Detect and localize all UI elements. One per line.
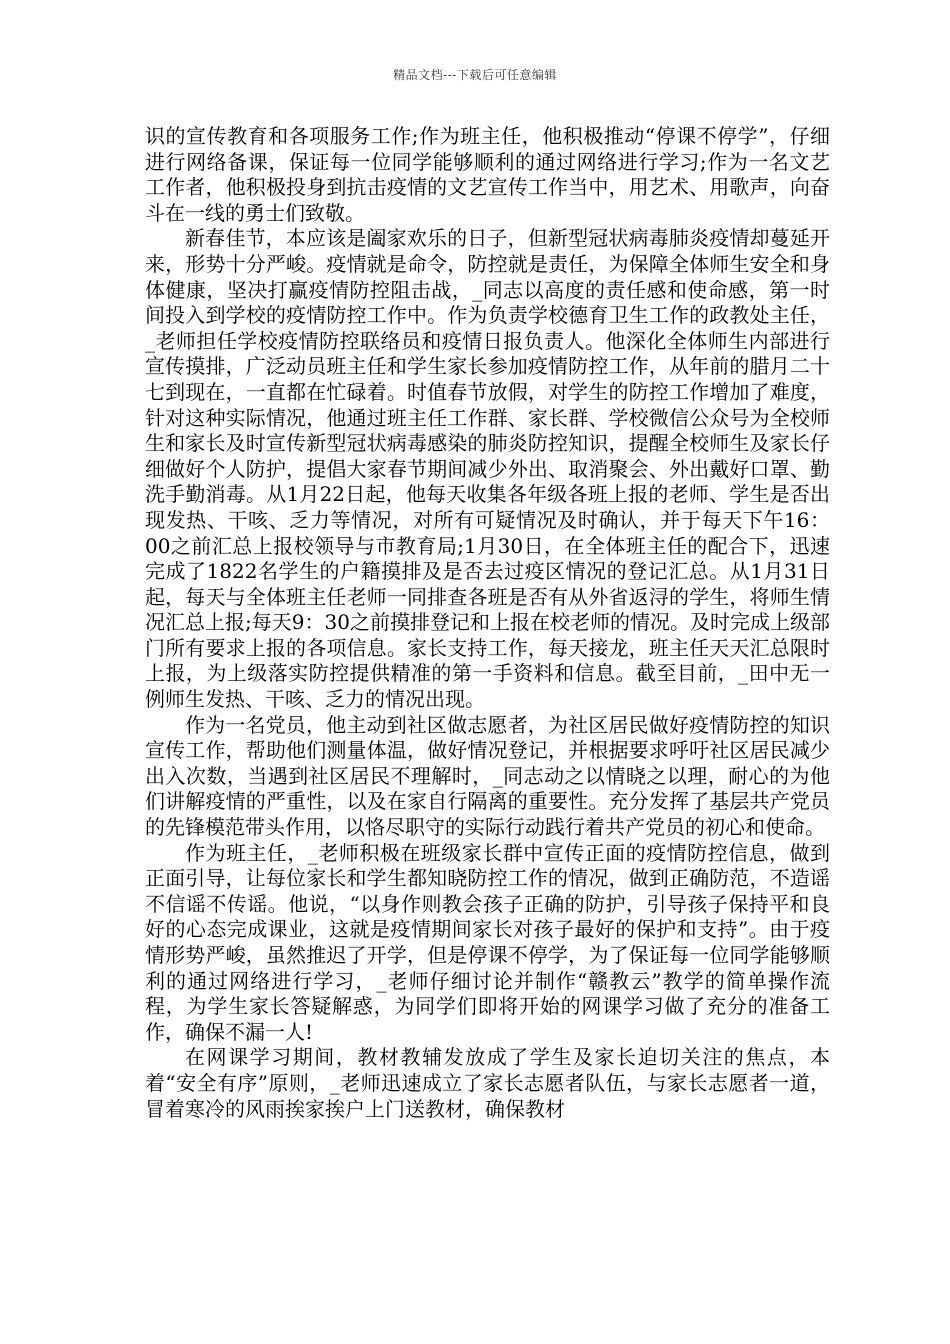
paragraph-class-teacher: 作为班主任，_老师积极在班级家长群中宣传正面的疫情防控信息，做到正面引导，让每位家长和学生都知晓防控工作的情况，做到正确防范，不造谣不信谣不传谣。他说，“以身作则教会孩子正确的防护，引导孩子保持平和良好的心态完成课业，这就是疫情期间家长对孩子最好的保护和支持”。由于疫情形势严峻，虽然推迟了开学，但是停课不停学，为了保证每一位同学能够顺利的通过网络进行学习，_老师仔细讨论并制作“赣教云”教学的简单操作流程，为学生家长答疑解惑，为同学们即将开始的网课学习做了充分的准备工作，确保不漏一人! [145, 840, 830, 1044]
paragraph-continuation: 识的宣传教育和各项服务工作;作为班主任，他积极推动“停课不停学”，仔细进行网络备课，保证每一位同学能够顺利的通过网络进行学习;作为一名文艺工作者，他积极投身到抗击疫情的文艺宣传工作当中，用艺术、用歌声，向奋斗在一线的勇士们致敬。 [145, 124, 830, 225]
page-header: 精品文档---下载后可任意编辑 [393, 68, 557, 82]
document-body [145, 124, 830, 1122]
paragraph-party-member: 作为一名党员，他主动到社区做志愿者，为社区居民做好疫情防控的知识宣传工作，帮助他们测量体温，做好情况登记，并根据要求呼吁社区居民减少出入次数，当遇到社区居民不理解时，_同志动之以情晓之以理，耐心的为他们讲解疫情的严重性，以及在家自行隔离的重要性。充分发挥了基层共产党员的先锋模范带头作用，以恪尽职守的实际行动践行着共产党员的初心和使命。 [145, 712, 830, 840]
paragraph-epidemic-prevention: 新春佳节，本应该是阖家欢乐的日子，但新型冠状病毒肺炎疫情却蔓延开来，形势十分严峻。疫情就是命令，防控就是责任，为保障全体师生安全和身体健康，坚决打赢疫情防控阻击战，_同志以高度的责任感和使命感，第一时间投入到学校的疫情防控工作中。作为负责学校德育卫生工作的政教处主任，_老师担任学校疫情防控联络员和疫情日报负责人。他深化全体师生内部进行宣传摸排，广泛动员班主任和学生家长参加疫情防控工作，从年前的腊月二十七到现在，一直都在忙碌着。时值春节放假，对学生的防控工作增加了难度，针对这种实际情况，他通过班主任工作群、家长群、学校微信公众号为全校师生和家长及时宣传新型冠状病毒感染的肺炎防控知识，提醒全校师生及家长仔细做好个人防护，提倡大家春节期间减少外出、取消聚会、外出戴好口罩、勤洗手勤消毒。从1月22日起，他每天收集各年级各班上报的老师、学生是否出现发热、干咳、乏力等情况，对所有可疑情况及时确认，并于每天下午16：00之前汇总上报校领导与市教育局;1月30日，在全体班主任的配合下，迅速完成了1822名学生的户籍摸排及是否去过疫区情况的登记汇总。从1月31日起，每天与全体班主任老师一同排查各班是否有从外省返浔的学生，将师生情况汇总上报;每天9：30之前摸排登记和上报在校老师的情况。及时完成上级部门所有要求上报的各项信息。家长支持工作，每天接龙，班主任天天汇总限时上报，为上级落实防控提供精准的第一手资料和信息。截至目前，_田中无一例师生发热、干咳、乏力的情况出现。 [145, 226, 830, 712]
paragraph-online-learning: 在网课学习期间，教材教辅发放成了学生及家长迫切关注的焦点，本着“安全有序”原则，_老师迅速成立了家长志愿者队伍，与家长志愿者一道，冒着寒冷的风雨挨家挨户上门送教材，确保教材 [145, 1045, 830, 1121]
